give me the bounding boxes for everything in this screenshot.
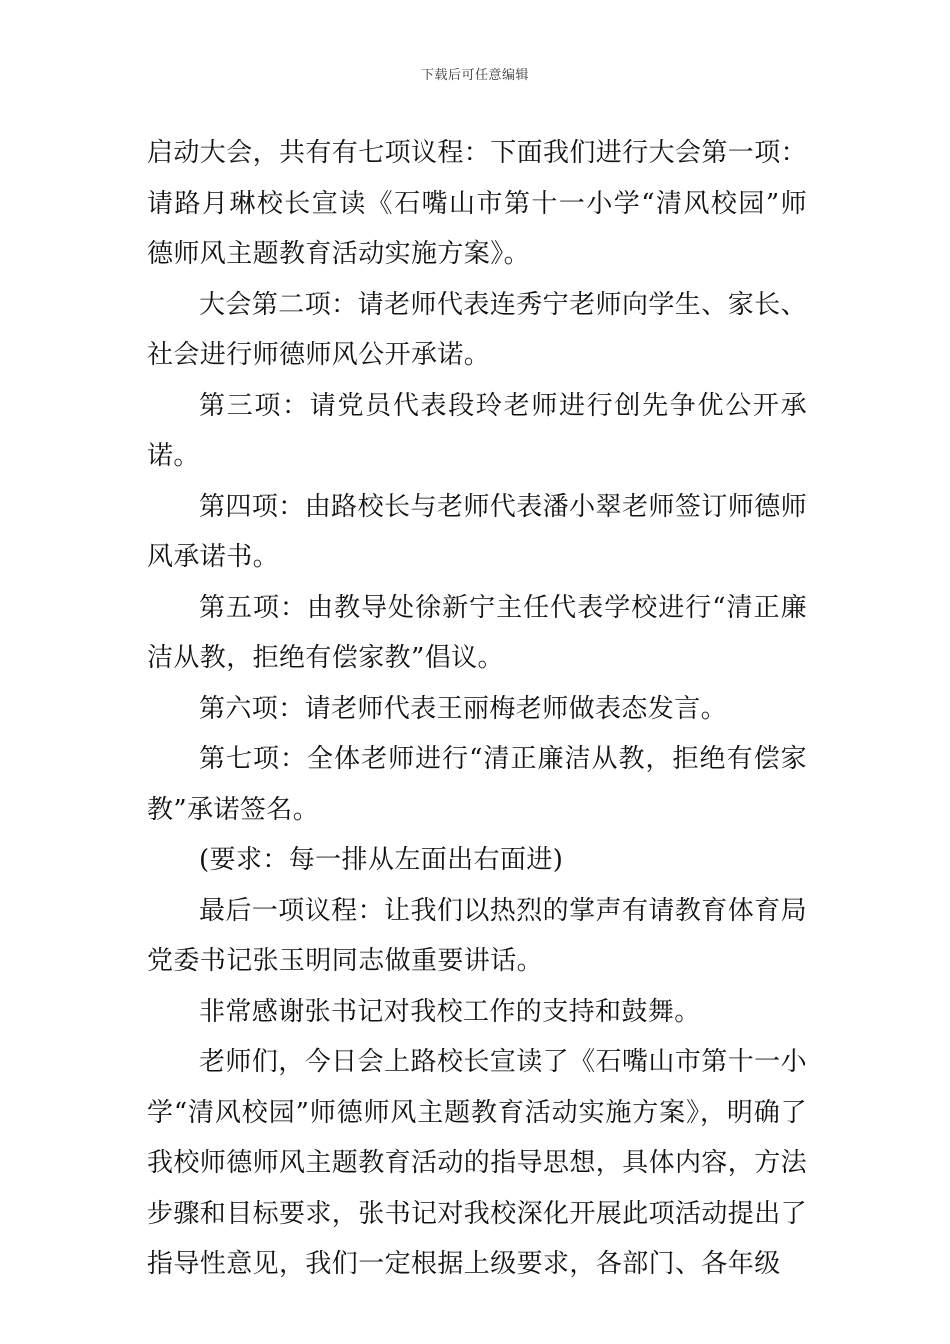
paragraph-item-2: 大会第二项：请老师代表连秀宁老师向学生、家长、社会进行师德师风公开承诺。: [147, 289, 807, 370]
paragraph-item-6: 第六项：请老师代表王丽梅老师做表态发言。: [199, 693, 728, 724]
paragraph-item-7: 第七项：全体老师进行“清正廉洁从教，拒绝有偿家教”承诺签名。: [147, 744, 807, 825]
paragraph-item-3: 第三项：请党员代表段玲老师进行创先争优公开承诺。: [147, 390, 807, 471]
paragraph-thanks: 非常感谢张书记对我校工作的支持和鼓舞。: [199, 996, 701, 1027]
paragraph-item-5: 第五项：由教导处徐新宁主任代表学校进行“清正廉洁从教，拒绝有偿家教”倡议。: [147, 592, 807, 673]
page-header: 下载后可任意编辑: [420, 68, 529, 83]
paragraph-summary: 老师们，今日会上路校长宣读了《石嘴山市第十一小学“清风校园”师德师风主题教育活动实施方案》，明确了我校师德师风主题教育活动的指导思想，具体内容，方法步骤和目标要求，张书记对我校深化开展此项活动提出了指导性意见，我们一定根据上级要求，各部门、各年级: [147, 1047, 808, 1279]
document-body: [147, 128, 807, 1290]
paragraph-agenda-intro: 启动大会，共有有七项议程：下面我们进行大会第一项：请路月琳校长宣读《石嘴山市第十一小学“清风校园”师德师风主题教育活动实施方案》。: [147, 138, 808, 269]
paragraph-final-item: 最后一项议程：让我们以热烈的掌声有请教育体育局党委书记张玉明同志做重要讲话。: [147, 895, 807, 976]
paragraph-requirement: (要求：每一排从左面出右面进): [199, 845, 564, 875]
paragraph-item-4: 第四项：由路校长与老师代表潘小翠老师签订师德师风承诺书。: [147, 491, 807, 572]
